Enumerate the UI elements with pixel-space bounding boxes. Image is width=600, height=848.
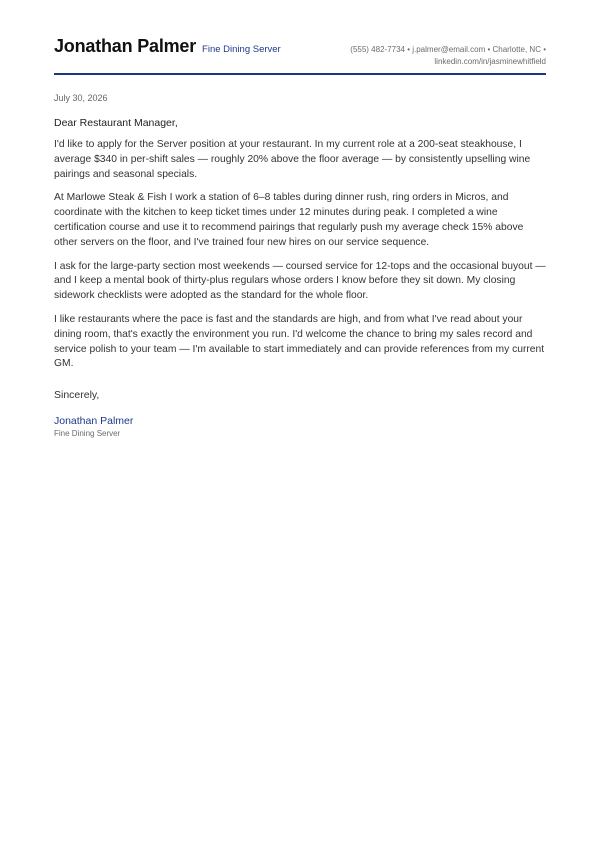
signature-title: Fine Dining Server [54, 429, 121, 439]
letter-date: July 30, 2026 [54, 93, 108, 103]
salutation: Dear Restaurant Manager, [54, 117, 178, 129]
applicant-name: Jonathan Palmer [54, 36, 197, 56]
contact-line-1: (555) 482-7734 • j.palmer@email.com • Charlotte, NC • [350, 45, 546, 54]
applicant-role: Fine Dining Server [202, 44, 281, 55]
body-paragraph-4: I like restaurants where the pace is fast and the standards are high, and from what I've read about your dining room, that's exactly the environment you run. I'd welcome the chance to bring my sales record and service polish to your team — I'm available to start immediately and can provide references from my current GM. [54, 313, 545, 370]
letter-header [54, 36, 546, 72]
contact-line-2: linkedin.com/in/jasminewhitfield [434, 57, 546, 66]
body-paragraph-2: At Marlowe Steak & Fish I work a station of 6–8 tables during dinner rush, ring orders in Micros, and coordinate with the kitchen to keep ticket times under 12 minutes during peak. I completed a wine certification course and use it to recommend pairings that regularly push my average check 15% above other servers on the floor, and I've trained four new hires on our service sequence. [54, 192, 524, 248]
header-divider [54, 73, 546, 75]
body-paragraph-1: I'd like to apply for the Server position at your restaurant. In my current role at a 200-seat steakhouse, I average $340 in per-shift sales — roughly 20% above the floor average — by consistently upselling wine pairings and seasonal specials. [54, 139, 531, 180]
signature-name: Jonathan Palmer [54, 415, 134, 428]
cover-letter-page [54, 36, 546, 438]
name-block [54, 36, 281, 57]
closing: Sincerely, [54, 389, 100, 402]
body-paragraph-3: I ask for the large-party section most weekends — coursed service for 12-tops and the occasional buyout — and I keep a mental book of thirty-plus regulars whose orders I know before they sit down. My closing sidework checklists were adopted as the standard for the whole floor. [54, 260, 546, 302]
contact-info [350, 44, 546, 68]
